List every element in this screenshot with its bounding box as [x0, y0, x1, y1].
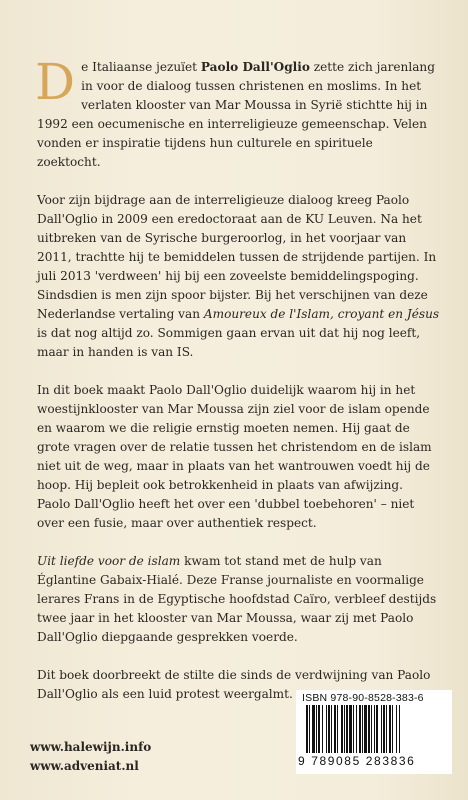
paragraph-4-text-b: kwam tot stand met de hulp van Églantine Gabaix-Hialé. Deze Franse journaliste en voormalige lerares Frans in de Egyptische hoofdstad Caïro, verbleef destijds twee jaar in het klooster van Mar Moussa, waar zij met Paolo Dall'Oglio diepgaande gesprekken voerde.	[37, 554, 437, 644]
book-title: Uit liefde voor de islam	[37, 554, 181, 568]
paragraph-1	[35, 53, 440, 172]
barcode-bar	[316, 705, 317, 753]
isbn-label: ISBN 978-90-8528-383-6	[302, 692, 424, 704]
barcode-bar	[318, 705, 320, 753]
blurb-text	[35, 53, 440, 723]
barcode-bar	[349, 705, 352, 753]
barcode-bar	[309, 705, 310, 753]
barcode-bar	[306, 705, 308, 753]
barcode-bar	[331, 705, 332, 753]
paragraph-2	[37, 191, 440, 362]
barcode-bar	[346, 705, 348, 753]
barcode-bar	[381, 705, 382, 753]
paragraph-1-text-c: zette zich jarenlang in voor de dialoog tussen christenen en moslims. In het verlaten klooster van Mar Moussa in Syrië stichtte hij in 1992 een oecumenische en interreligieuze gemeenschap. Velen vonden er inspiratie tijdens hun culturele en spirituele zoektocht.	[37, 60, 435, 169]
barcode-bar	[356, 705, 357, 753]
barcode-bar	[353, 705, 354, 753]
isbn-barcode-box	[296, 690, 452, 774]
website-adveniat[interactable]: www.adveniat.nl	[30, 759, 139, 773]
barcode-bar	[359, 705, 361, 753]
drop-cap: D	[35, 53, 76, 111]
barcode-bar	[396, 705, 397, 753]
barcode-bar	[362, 705, 363, 753]
barcode-bar	[376, 705, 378, 753]
isbn-digits: 9 789085 283836	[298, 754, 416, 768]
barcode-bar	[399, 705, 400, 753]
barcode-bar	[386, 705, 387, 753]
paragraph-3: In dit boek maakt Paolo Dall'Oglio duidelijk waarom hij in het woestijnklooster van Mar Moussa zijn ziel voor de islam opende en waarom we die religie ernstig moeten nemen. Hij gaat de grote vragen over de relatie tussen het christendom en de islam niet uit de weg, maar in plaats van het wantrouwen voedt hij de hoop. Hij bepleit ook betrokkenheid in plaats van afwijzing. Paolo Dall'Oglio heeft het over een 'dubbel toebehoren' – niet over een fusie, maar over authentiek respect.	[37, 383, 432, 530]
publisher-links	[30, 738, 151, 776]
barcode-bar	[326, 705, 327, 753]
barcode-bar	[341, 705, 343, 753]
barcode-bar	[337, 705, 338, 753]
barcode-bar	[371, 705, 372, 753]
original-title: Amoureux de l'Islam, croyant en Jésus	[203, 307, 440, 321]
paragraph-2-text-a: Voor zijn bijdrage aan de interreligieuze dialoog kreeg Paolo Dall'Oglio in 2009 een eredoctoraat aan de KU Leuven. Na het uitbreken van de Syrische burgeroorlog, in het voorjaar van 2011, trachtte hij te bemiddelen tussen de strijdende partijen. In juli 2013 'verdween' hij bij een zoveelste bemiddelingspoging. Sindsdien is men zijn spoor bijster. Bij het verschijnen van deze Nederlandse vertaling van	[37, 193, 437, 321]
paragraph-2-text-c: is dat nog altijd zo. Sommigen gaan ervan uit dat hij nog leeft, maar in handen is van IS.	[37, 326, 421, 359]
barcode-bar	[368, 705, 370, 753]
paragraph-5: Dit boek doorbreekt de stilte die sinds de verdwijning van Paolo Dall'Oglio als een luid protest weergalmt.	[37, 668, 431, 701]
author-name: Paolo Dall'Oglio	[200, 60, 310, 74]
barcode-bar	[328, 705, 330, 753]
website-halewijn[interactable]: www.halewijn.info	[30, 740, 152, 754]
barcode-bar	[389, 705, 391, 753]
barcode	[302, 705, 446, 755]
paragraph-4	[37, 552, 440, 647]
barcode-bar	[344, 705, 345, 753]
barcode-bar	[383, 705, 385, 753]
barcode-bar	[364, 705, 367, 753]
barcode-bar	[322, 705, 323, 753]
barcode-bar	[374, 705, 375, 753]
paragraph-1-text-a: e Italiaanse jezuïet	[81, 60, 201, 74]
barcode-bar	[392, 705, 393, 753]
barcode-bar	[334, 705, 336, 753]
barcode-bar	[312, 705, 315, 753]
